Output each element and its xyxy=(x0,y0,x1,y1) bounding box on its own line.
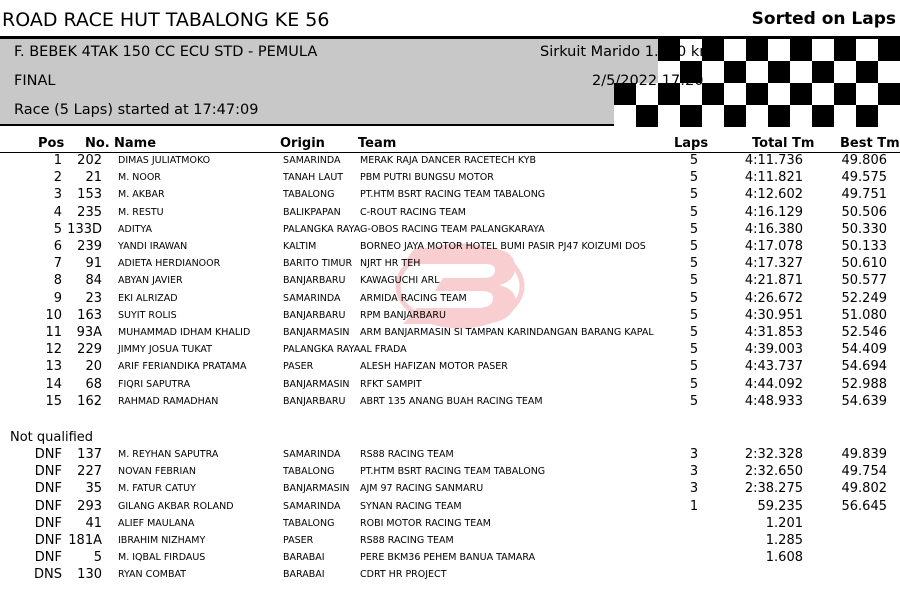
cell-no: 163 xyxy=(77,307,102,323)
cell-total: 4:44.092 xyxy=(744,376,803,392)
cell-total: 2:32.328 xyxy=(744,447,803,462)
cell-laps: 5 xyxy=(689,359,699,375)
col-laps: Laps xyxy=(674,136,709,151)
cell-pos: 2 xyxy=(53,170,62,186)
table-row xyxy=(0,342,900,359)
cell-name: MUHAMMAD IDHAM KHALID xyxy=(118,327,251,338)
table-row xyxy=(0,187,900,204)
cell-pos: 1 xyxy=(53,153,62,168)
cell-total: 2:32.650 xyxy=(744,464,803,480)
cell-pos: DNF xyxy=(34,464,62,480)
cell-pos: DNS xyxy=(34,567,62,583)
cell-team: RFKT SAMPIT xyxy=(360,378,422,390)
cell-team: PERE BKM36 PEHEM BANUA TAMARA xyxy=(360,552,536,564)
cell-origin: SAMARINDA xyxy=(283,155,341,166)
event-title: ROAD RACE HUT TABALONG KE 56 xyxy=(2,9,330,31)
cell-origin: TABALONG xyxy=(283,466,335,478)
cell-team: PT.HTM BSRT RACING TEAM TABALONG xyxy=(360,189,546,201)
cell-no: 20 xyxy=(85,359,102,375)
table-row xyxy=(0,550,900,567)
table-row xyxy=(0,325,900,342)
cell-name: RYAN COMBAT xyxy=(118,569,187,581)
cell-no: 21 xyxy=(85,170,102,186)
cell-total: 4:31.853 xyxy=(744,325,803,340)
cell-origin: BALIKPAPAN xyxy=(283,206,341,218)
cell-origin: BANJARMASIN xyxy=(283,483,350,495)
cell-pos: 10 xyxy=(45,307,62,323)
cell-pos: DNF xyxy=(34,550,62,566)
col-pos: Pos xyxy=(38,136,65,151)
cell-name: RAHMAD RAMADHAN xyxy=(118,395,219,407)
cell-total: 4:17.078 xyxy=(744,239,803,254)
cell-name: EKI ALRIZAD xyxy=(118,292,178,304)
cell-laps: 5 xyxy=(689,153,699,168)
cell-laps: 5 xyxy=(689,204,699,220)
cell-laps: 5 xyxy=(689,187,699,203)
cell-team: RS88 RACING TEAM xyxy=(360,535,454,546)
cell-total: 4:26.672 xyxy=(744,290,803,306)
cell-team: BORNEO JAYA MOTOR HOTEL BUMI PASIR PJ47 KOIZUMI DOS xyxy=(360,241,646,252)
cell-team: SYNAN RACING TEAM xyxy=(360,500,462,512)
cell-no: 153 xyxy=(77,187,102,203)
session-name: FINAL xyxy=(14,73,56,89)
cell-best: 52.546 xyxy=(841,325,887,340)
cell-laps: 5 xyxy=(689,273,699,289)
cell-laps: 5 xyxy=(689,256,699,272)
cell-pos: 4 xyxy=(53,204,62,220)
table-row xyxy=(0,291,900,308)
cell-laps: 5 xyxy=(689,342,699,358)
cell-name: JIMMY JOSUA TUKAT xyxy=(118,344,212,356)
cell-best: 52.249 xyxy=(841,290,887,306)
not-qualified-label: Not qualified xyxy=(10,430,94,445)
cell-no: 130 xyxy=(77,567,102,583)
cell-name: M. IQBAL FIRDAUS xyxy=(118,552,206,564)
cell-best: 49.806 xyxy=(841,153,887,168)
cell-origin: BANJARMASIN xyxy=(283,378,350,390)
cell-origin: TABALONG xyxy=(283,517,335,529)
cell-name: M. REYHAN SAPUTRA xyxy=(118,449,219,460)
cell-best: 50.610 xyxy=(841,256,887,272)
col-team: Team xyxy=(358,136,397,151)
cell-total: 4:12.602 xyxy=(744,187,803,203)
cell-no: 133D xyxy=(67,221,102,237)
cell-origin: TABALONG xyxy=(283,189,335,201)
cell-best: 52.988 xyxy=(841,376,887,392)
cell-pos: 8 xyxy=(53,273,62,289)
cell-team: ROBI MOTOR RACING TEAM xyxy=(360,517,491,529)
cell-no: 41 xyxy=(85,515,102,531)
cell-best: 51.080 xyxy=(841,307,887,323)
cell-laps: 3 xyxy=(689,464,699,480)
cell-origin: SAMARINDA xyxy=(283,500,341,512)
cell-no: 202 xyxy=(77,153,102,168)
cell-team: AL FRADA xyxy=(360,344,407,356)
cell-team: ARMIDA RACING TEAM xyxy=(360,292,467,304)
cell-total: 4:48.933 xyxy=(744,393,803,409)
cell-total: 4:21.871 xyxy=(744,273,803,289)
cell-no: 293 xyxy=(77,498,102,514)
cell-best: 54.639 xyxy=(841,393,887,409)
cell-total: 1.201 xyxy=(765,515,803,531)
sort-indicator: Sorted on Laps xyxy=(751,9,896,29)
cell-name: ADITYA xyxy=(118,223,152,235)
cell-best: 54.694 xyxy=(841,359,887,375)
cell-name: NOVAN FEBRIAN xyxy=(118,466,196,478)
table-row xyxy=(0,567,900,584)
col-total: Total Tm xyxy=(752,136,815,151)
cell-no: 91 xyxy=(85,256,102,272)
cell-origin: PASER xyxy=(283,361,314,373)
cell-laps: 5 xyxy=(689,325,699,340)
cell-team: KAWAGUCHI ARL xyxy=(360,275,440,287)
cell-total: 4:16.380 xyxy=(744,221,803,237)
col-no: No. xyxy=(85,136,110,151)
cell-team: PBM PUTRI BUNGSU MOTOR xyxy=(360,172,494,184)
cell-best: 50.506 xyxy=(841,204,887,220)
col-name: Name xyxy=(114,136,157,151)
cell-pos: 7 xyxy=(53,256,62,272)
cell-no: 227 xyxy=(77,464,102,480)
cell-origin: PALANGKA RAYA xyxy=(283,344,361,356)
cell-best: 49.575 xyxy=(841,170,887,186)
cell-laps: 3 xyxy=(689,481,699,497)
cell-name: M. FATUR CATUY xyxy=(118,483,196,495)
class-name: F. BEBEK 4TAK 150 CC ECU STD - PEMULA xyxy=(14,44,318,60)
cell-best: 50.133 xyxy=(841,239,887,254)
cell-team: ABRT 135 ANANG BUAH RACING TEAM xyxy=(360,395,543,407)
cell-laps: 5 xyxy=(689,239,699,254)
cell-best: 49.751 xyxy=(841,187,887,203)
cell-team: MERAK RAJA DANCER RACETECH KYB xyxy=(360,155,537,166)
cell-total: 4:30.951 xyxy=(744,307,803,323)
table-row xyxy=(0,359,900,376)
cell-name: SUYIT ROLIS xyxy=(118,309,177,321)
cell-pos: 15 xyxy=(45,393,62,409)
table-row xyxy=(0,464,900,481)
cell-pos: 3 xyxy=(53,187,62,203)
col-origin: Origin xyxy=(280,136,325,151)
report-datetime: 2/5/2022 17:20 xyxy=(592,73,704,89)
cell-name: IBRAHIM NIZHAMY xyxy=(118,535,206,546)
cell-origin: BANJARBARU xyxy=(283,275,346,287)
cell-no: 239 xyxy=(77,239,102,254)
cell-no: 229 xyxy=(77,342,102,358)
cell-total: 4:11.821 xyxy=(744,170,803,186)
cell-pos: 12 xyxy=(45,342,62,358)
cell-best: 49.839 xyxy=(841,447,887,462)
cell-pos: 5 xyxy=(53,221,62,237)
cell-pos: DNF xyxy=(34,481,62,497)
cell-total: 2:38.275 xyxy=(744,481,803,497)
cell-origin: KALTIM xyxy=(283,241,317,252)
cell-laps: 1 xyxy=(689,498,699,514)
cell-origin: BARABAI xyxy=(283,552,325,564)
cell-name: M. RESTU xyxy=(118,206,164,218)
cell-no: 235 xyxy=(77,204,102,220)
cell-name: M. AKBAR xyxy=(118,189,165,201)
cell-laps: 5 xyxy=(689,221,699,237)
cell-total: 4:39.003 xyxy=(744,342,803,358)
cell-origin: BANJARBARU xyxy=(283,309,346,321)
table-row xyxy=(0,516,900,533)
table-row xyxy=(0,481,900,498)
table-row xyxy=(0,533,900,550)
cell-total: 4:11.736 xyxy=(744,153,803,168)
cell-total: 1.285 xyxy=(765,533,803,548)
cell-best: 49.802 xyxy=(841,481,887,497)
cell-no: 93A xyxy=(76,325,102,340)
cell-pos: DNF xyxy=(34,498,62,514)
cell-best: 54.409 xyxy=(841,342,887,358)
cell-laps: 5 xyxy=(689,170,699,186)
table-row xyxy=(0,222,900,239)
table-row xyxy=(0,499,900,516)
cell-no: 181A xyxy=(68,533,102,548)
cell-no: 68 xyxy=(85,376,102,392)
cell-no: 162 xyxy=(77,393,102,409)
cell-total: 59.235 xyxy=(757,498,803,514)
table-row xyxy=(0,239,900,256)
cell-pos: 9 xyxy=(53,290,62,306)
cell-total: 4:17.327 xyxy=(744,256,803,272)
cell-team: CDRT HR PROJECT xyxy=(360,569,447,581)
cell-best: 56.645 xyxy=(841,498,887,514)
cell-best: 49.754 xyxy=(841,464,887,480)
cell-laps: 5 xyxy=(689,307,699,323)
table-row xyxy=(0,170,900,187)
col-best: Best Tm xyxy=(840,136,900,151)
table-row xyxy=(0,377,900,394)
cell-pos: DNF xyxy=(34,447,62,462)
table-row xyxy=(0,153,900,170)
cell-no: 35 xyxy=(85,481,102,497)
cell-origin: BANJARMASIN xyxy=(283,327,350,338)
cell-origin: TANAH LAUT xyxy=(283,172,344,184)
cell-team: C-ROUT RACING TEAM xyxy=(360,206,466,218)
cell-pos: 14 xyxy=(45,376,62,392)
cell-name: DIMAS JULIATMOKO xyxy=(118,155,211,166)
cell-name: GILANG AKBAR ROLAND xyxy=(118,500,234,512)
cell-origin: BARITO TIMUR xyxy=(283,258,353,270)
cell-origin: BANJARBARU xyxy=(283,395,346,407)
circuit-info: Sirkuit Marido 1.200 km xyxy=(540,44,714,60)
cell-team: AJM 97 RACING SANMARU xyxy=(360,483,484,495)
cell-best: 50.330 xyxy=(841,221,887,237)
table-row xyxy=(0,308,900,325)
cell-name: ARIF FERIANDIKA PRATAMA xyxy=(118,361,247,373)
cell-laps: 5 xyxy=(689,393,699,409)
cell-pos: 13 xyxy=(45,359,62,375)
cell-pos: 6 xyxy=(53,239,62,254)
cell-total: 4:43.737 xyxy=(744,359,803,375)
cell-no: 84 xyxy=(85,273,102,289)
table-row xyxy=(0,273,900,290)
cell-name: ABYAN JAVIER xyxy=(118,275,183,287)
cell-origin: PALANGKA RAYA xyxy=(283,223,361,235)
race-start: Race (5 Laps) started at 17:47:09 xyxy=(14,102,259,118)
cell-laps: 5 xyxy=(689,376,699,392)
cell-team: ARM BANJARMASIN SI TAMPAN KARINDANGAN BARANG KAPAL xyxy=(360,327,654,338)
cell-name: YANDI IRAWAN xyxy=(118,241,188,252)
cell-team: G-OBOS RACING TEAM PALANGKARAYA xyxy=(360,223,545,235)
cell-team: RPM BANJARBARU xyxy=(360,309,446,321)
cell-team: PT.HTM BSRT RACING TEAM TABALONG xyxy=(360,466,546,478)
title-bar xyxy=(0,0,900,39)
cell-origin: SAMARINDA xyxy=(283,292,341,304)
cell-team: RS88 RACING TEAM xyxy=(360,449,454,460)
cell-no: 137 xyxy=(77,447,102,462)
table-row xyxy=(0,394,900,411)
cell-name: FIQRI SAPUTRA xyxy=(118,378,191,390)
table-row xyxy=(0,447,900,464)
cell-origin: BARABAI xyxy=(283,569,325,581)
table-row xyxy=(0,205,900,222)
cell-name: M. NOOR xyxy=(118,172,161,184)
race-info-panel xyxy=(0,39,900,126)
cell-team: NJRT HR TEH xyxy=(360,258,421,270)
cell-pos: DNF xyxy=(34,515,62,531)
cell-no: 23 xyxy=(85,290,102,306)
cell-origin: PASER xyxy=(283,535,314,546)
cell-laps: 3 xyxy=(689,447,699,462)
cell-laps: 5 xyxy=(689,290,699,306)
cell-pos: 11 xyxy=(45,325,62,340)
cell-pos: DNF xyxy=(34,533,62,548)
cell-origin: SAMARINDA xyxy=(283,449,341,460)
table-row xyxy=(0,256,900,273)
cell-team: ALESH HAFIZAN MOTOR PASER xyxy=(360,361,508,373)
cell-total: 1.608 xyxy=(765,550,803,566)
cell-total: 4:16.129 xyxy=(744,204,803,220)
cell-best: 50.577 xyxy=(841,273,887,289)
cell-no: 5 xyxy=(93,550,102,566)
cell-name: ALIEF MAULANA xyxy=(118,517,195,529)
cell-name: ADIETA HERDIANOOR xyxy=(118,258,221,270)
